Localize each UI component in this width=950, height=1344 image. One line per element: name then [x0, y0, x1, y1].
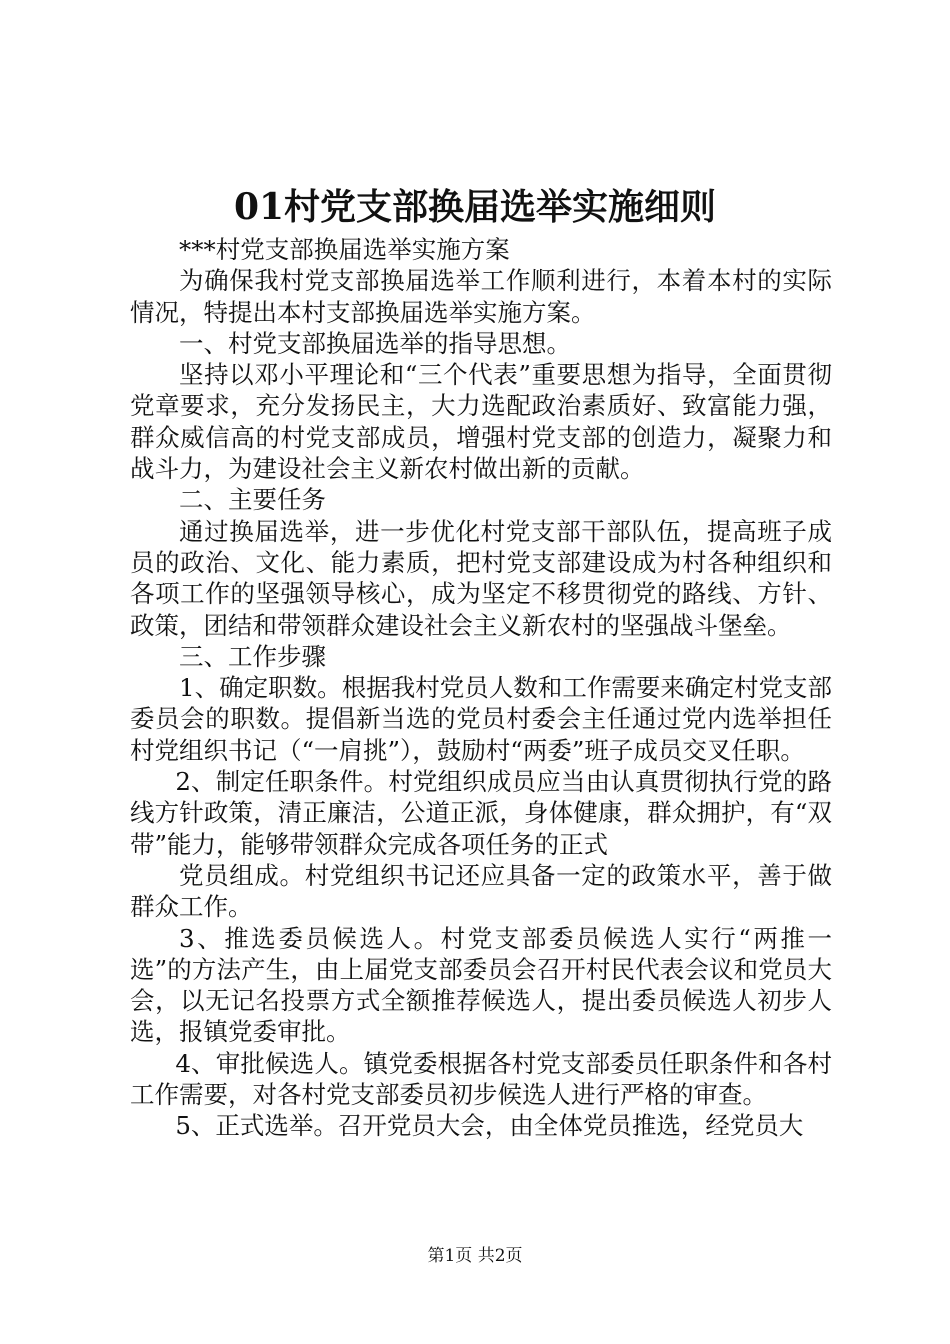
section-heading: 三、工作步骤: [179, 641, 326, 671]
section-heading: 二、主要任务: [179, 485, 326, 515]
paragraph: 3、推选委员候选人。村党支部委员候选人实行“两推一选”的方法产生，由上届党支部委员会召开村民代表会议和党员大会，以无记名投票方式全额推荐候选人，提出委员候选人初步人选，报镇党委审批。: [130, 923, 832, 1047]
paragraph: 党员组成。村党组织书记还应具备一定的政策水平，善于做群众工作。: [130, 860, 832, 922]
paragraph: 1、确定职数。根据我村党员人数和工作需要来确定村党支部委员会的职数。提倡新当选的党员村委会主任通过党内选举担任村党组织书记（“一肩挑”），鼓励村“两委”班子成员交叉任职。: [130, 673, 832, 765]
paragraph: 5、正式选举。召开党员大会，由全体党员推选，经党员大: [175, 1111, 804, 1141]
paragraph: 4、审批候选人。镇党委根据各村党支部委员任职条件和各村工作需要，对各村党支部委员初步候选人进行严格的审查。: [130, 1048, 832, 1110]
paragraph: ***村党支部换届选举实施方案: [179, 235, 510, 264]
paragraph: 为确保我村党支部换届选举工作顺利进行，本着本村的实际情况，特提出本村支部换届选举实施方案。: [130, 266, 832, 327]
document-body: [130, 234, 832, 1142]
paragraph: 2、制定任职条件。村党组织成员应当由认真贯彻执行党的路线方针政策，清正廉洁，公道正派，身体健康，群众拥护，有“双带”能力，能够带领群众完成各项任务的正式: [130, 767, 832, 859]
paragraph: 通过换届选举，进一步优化村党支部干部队伍，提高班子成员的政治、文化、能力素质，把村党支部建设成为村各种组织和各项工作的坚强领导核心，成为坚定不移贯彻党的路线、方针、政策，团结和带领群众建设社会主义新农村的坚强战斗堡垒。: [130, 516, 832, 640]
paragraph: 坚持以邓小平理论和“三个代表”重要思想为指导，全面贯彻党章要求，充分发扬民主，大力选配政治素质好、致富能力强，群众威信高的村党支部成员，增强村党支部的创造力，凝聚力和战斗力，为建设社会主义新农村做出新的贡献。: [130, 360, 832, 484]
page-footer: 第1页 共2页: [427, 1246, 523, 1266]
document-title: 01村党支部换届选举实施细则: [233, 186, 717, 228]
section-heading: 一、村党支部换届选举的指导思想。: [179, 328, 571, 358]
